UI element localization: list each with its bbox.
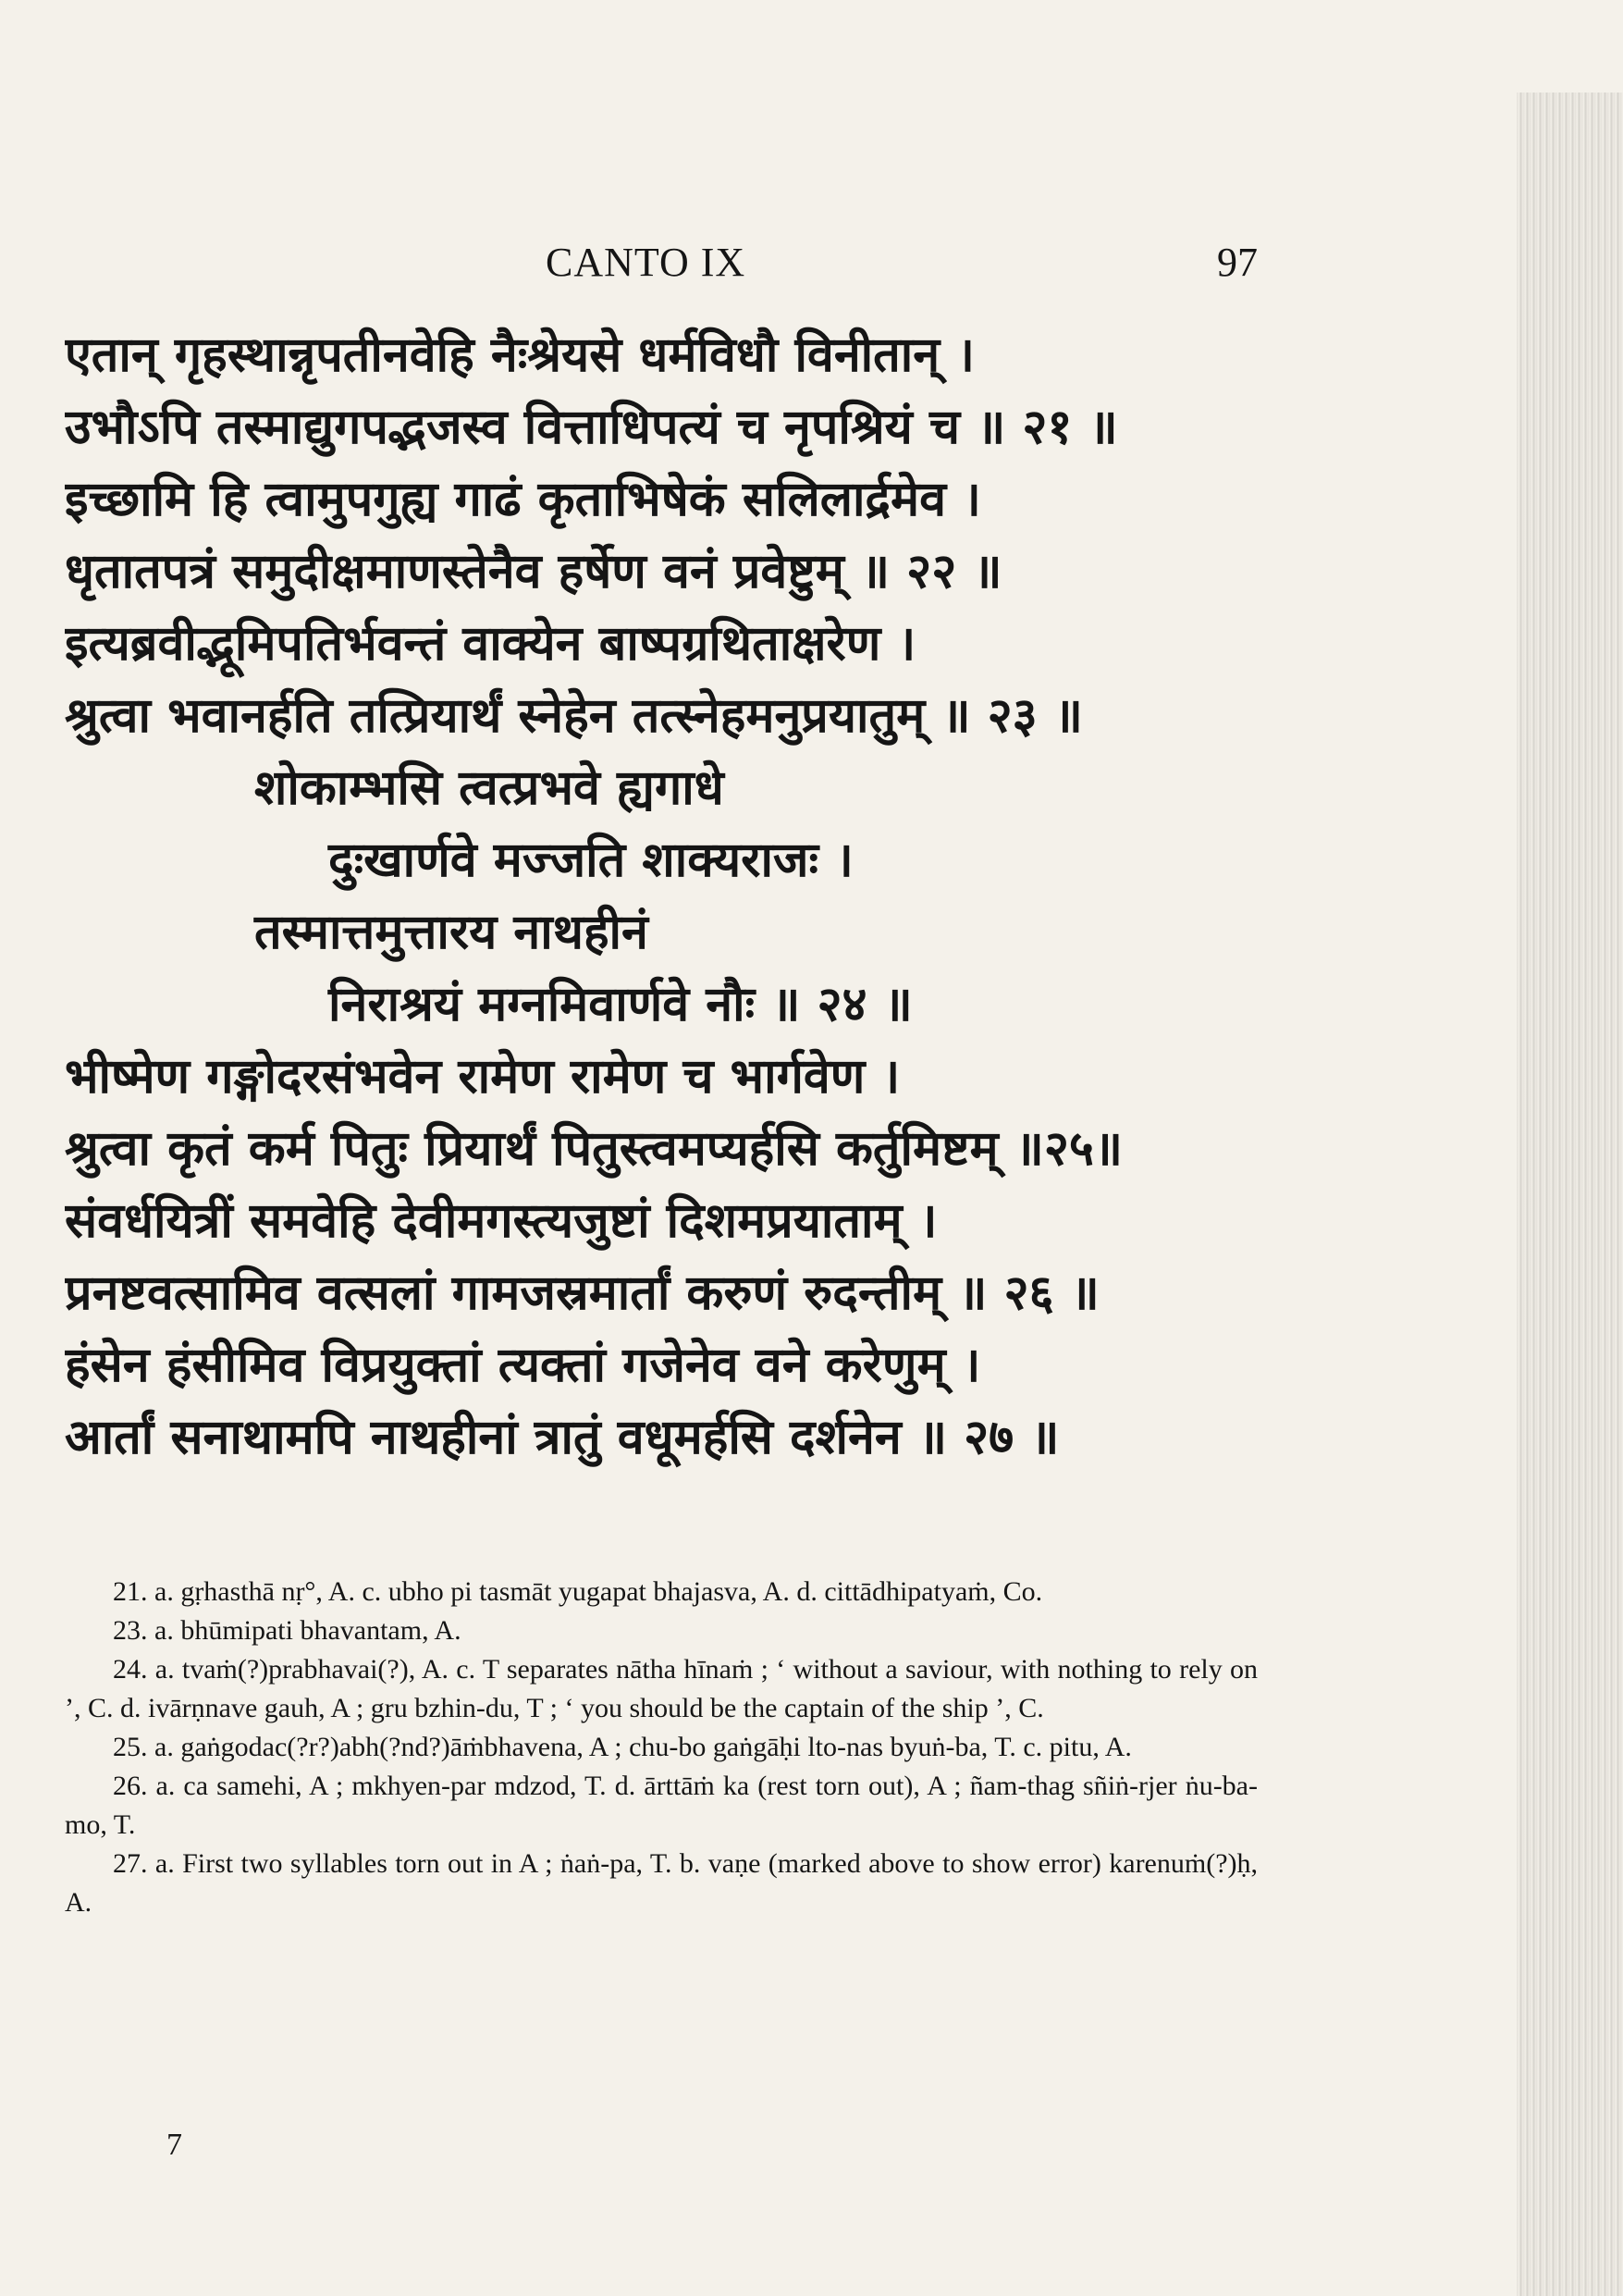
binding-edge: [1517, 93, 1623, 2296]
verse-line: इच्छामि हि त्वामुपगुह्य गाढं कृताभिषेकं सलिलार्द्रमेव ।: [65, 472, 981, 527]
verse-line: उभौऽपि तस्माद्युगपद्भजस्व वित्ताधिपत्यं च नृपश्रियं च ॥ २१ ॥: [65, 400, 1118, 455]
verse-line: एतान् गृहस्थान्नृपतीनवेहि नैःश्रेयसे धर्मविधौ विनीतान् ।: [65, 327, 975, 383]
footnote: 21. a. gṛhasthā nṛ°, A. c. ubho pi tasmāt yugapat bhajasva, A. d. cittādhipatyaṁ, Co.: [113, 1576, 1043, 1607]
verse-line: तस्मात्तमुत्तारय नाथहीनं: [254, 905, 648, 960]
sanskrit-verses: [65, 319, 1267, 1474]
verse-line: आर्तां सनाथामपि नाथहीनां त्रातुं वधूमर्हसि दर्शनेन ॥ २७ ॥: [65, 1410, 1060, 1465]
verse-line: इत्यब्रवीद्भूमिपतिर्भवन्तं वाक्येन बाष्पग्रथिताक्षरेण ।: [65, 616, 916, 672]
verse-line: श्रुत्वा कृतं कर्म पितुः प्रियार्थं पितुस्त्वमप्यर्हसि कर्तुमिष्टम् ॥२५॥: [65, 1121, 1124, 1177]
page-header: [546, 239, 1258, 294]
footnote: 25. a. gaṅgodac(?r?)abh(?nd?)āṁbhavena, A ; chu-bo gaṅgāḥi lto-nas byuṅ-ba, T. c. pitu, A.: [113, 1732, 1132, 1762]
footnotes: [65, 1573, 1258, 1922]
verse-line: निराश्रयं मग्नमिवार्णवे नौः ॥ २४ ॥: [328, 977, 913, 1032]
footnote: 26. a. ca samehi, A ; mkhyen-par mdzod, T. d. ārttāṁ ka (rest torn out), A ; ñam-thag sñiṅ-rjer ṅu-ba-mo, T.: [65, 1771, 1258, 1840]
verse-line: प्रनष्टवत्सामिव वत्सलां गामजस्रमार्तां करुणं रुदन्तीम् ॥ २६ ॥: [65, 1265, 1100, 1321]
verse-line: धृतातपत्रं समुदीक्षमाणस्तेनैव हर्षेण वनं प्रवेष्टुम् ॥ २२ ॥: [65, 544, 1002, 599]
footnote: 27. a. First two syllables torn out in A ; ṅaṅ-pa, T. b. vaṇe (marked above to show error) karenuṁ(?)ḥ, A.: [65, 1848, 1258, 1918]
running-head: CANTO IX: [546, 240, 746, 285]
verse-line: संवर्धयित्रीं समवेहि देवीमगस्त्यजुष्टां दिशमप्रयाताम् ।: [65, 1193, 938, 1249]
verse-line: दुःखार्णवे मज्जति शाक्यराजः ।: [328, 833, 854, 888]
verse-line: शोकाम्भसि त्वत्प्रभवे ह्यगाधे: [254, 760, 724, 816]
verse-line: श्रुत्वा भवानर्हति तत्प्रियार्थं स्नेहेन तत्स्नेहमनुप्रयातुम् ॥ २३ ॥: [65, 688, 1083, 744]
page-number: 97: [1217, 240, 1258, 285]
verse-line: हंसेन हंसीमिव विप्रयुक्तां त्यक्तां गजेनेव वने करेणुम् ।: [65, 1338, 981, 1393]
verse-line: भीष्मेण गङ्गोदरसंभवेन रामेण रामेण च भार्गवेण ।: [65, 1049, 901, 1105]
footnote: 23. a. bhūmipati bhavantam, A.: [113, 1615, 461, 1646]
footnote: 24. a. tvaṁ(?)prabhavai(?), A. c. T separates nātha hīnaṁ ; ‘ without a saviour, with nothing to rely on ’, C. d. ivārṇnave gauh, A ; gru bzhin-du, T ; ‘ you should be the captain of the ship ’, C.: [65, 1654, 1258, 1723]
signature-mark: 7: [166, 2128, 182, 2162]
